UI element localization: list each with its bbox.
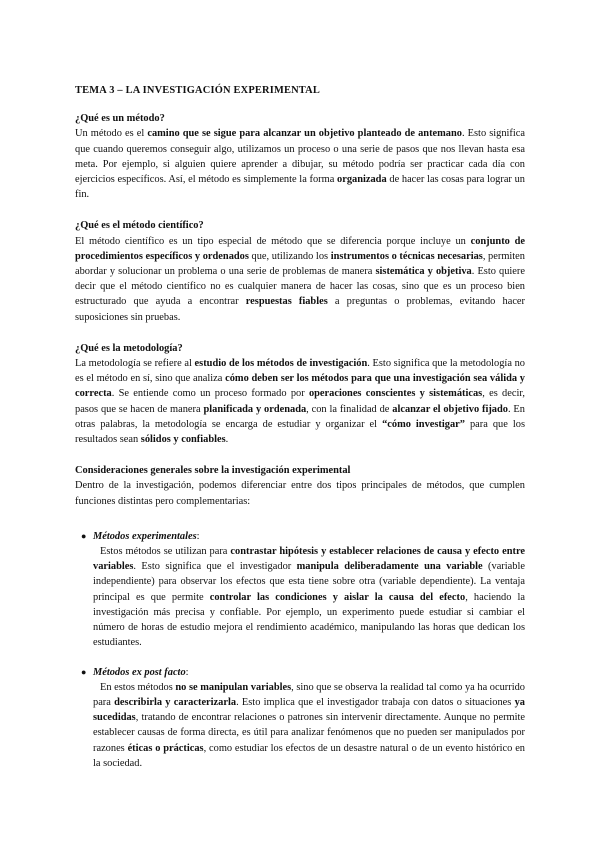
emphasized-text: respuestas fiables: [245, 296, 328, 308]
section: [75, 341, 525, 447]
body-text: a preguntas o problemas, evitando hacer suposiciones sin pruebas.: [75, 296, 526, 323]
bullet-title-suffix: :: [196, 530, 200, 542]
emphasized-text: contrastar hipótesis y establecer relaciones de causa y efecto entre variables: [93, 546, 525, 573]
body-text: .: [225, 434, 229, 446]
body-text: . En otras palabras, la metodología se encarga de estudiar y organizar el: [75, 403, 525, 430]
section-heading: ¿Qué es el método científico?: [75, 220, 204, 232]
body-text: . Esto implica que el investigador trabaja con datos o situaciones: [236, 696, 515, 708]
section-paragraph: [75, 126, 525, 202]
body-text: . Esto significa que el investigador: [133, 561, 297, 573]
bullet-list: [75, 529, 525, 771]
body-text: , permiten abordar y solucionar un problema o una serie de problemas de manera: [75, 250, 525, 278]
body-text: Estos métodos se utilizan para: [100, 546, 231, 558]
bullet-item: [75, 665, 525, 771]
bullet-paragraph: [93, 680, 525, 771]
bullet-title: Métodos experimentales: [93, 530, 197, 542]
document-title: TEMA 3 – LA INVESTIGACIÓN EXPERIMENTAL: [75, 85, 320, 96]
body-text: , es decir, pasos que se hacen de manera: [75, 388, 525, 415]
emphasized-text: controlar las condiciones y aislar la causa del efecto: [209, 591, 466, 603]
section: [75, 111, 525, 202]
section-heading: Consideraciones generales sobre la investigación experimental: [75, 465, 351, 477]
emphasized-text: manipula deliberadamente una variable: [296, 561, 483, 573]
emphasized-text: cómo deben ser los métodos para que una investigación sea válida y correcta: [75, 373, 525, 400]
section-heading: ¿Qué es la metodología?: [75, 342, 183, 354]
emphasized-text: instrumentos o técnicas necesarias: [330, 250, 483, 262]
body-text: . Se entiende como un proceso formado por: [111, 388, 309, 400]
section-list: [75, 111, 525, 509]
body-text: , haciendo la investigación más precisa y confiable. Por ejemplo, un experimento puede estudiar si cambiar el número de horas de estudio mejora el rendimiento académico, manipulando las horas que dedican los estudiantes.: [93, 591, 526, 649]
body-text: En estos métodos: [100, 681, 176, 693]
body-text: Un método es el: [75, 128, 148, 140]
emphasized-text: sistemática y objetiva: [375, 266, 472, 278]
emphasized-text: éticas o prácticas: [127, 742, 204, 754]
bullet-icon: ●: [81, 666, 87, 677]
section-paragraph: [75, 234, 525, 325]
bullet-heading: [81, 665, 525, 680]
emphasized-text: planificada y ordenada: [203, 403, 307, 415]
body-text: para que los resultados sean: [75, 418, 525, 446]
body-text: . Esto significa que cuando queremos conseguir algo, utilizamos un proceso o una serie de pasos que nos llevan hasta esa meta. Por ejemplo, si alguien quiere aprender a dibujar, su método podría ser practicar cada día con ejercicios específicos. Así, el método es simplemente la forma: [75, 128, 525, 186]
emphasized-text: estudio de los métodos de investigación: [194, 358, 368, 370]
body-text: (variable independiente) para observar los efectos que esta tiene sobre otra (variable dependiente). La ventaja principal es que permite: [93, 561, 525, 603]
emphasized-text: conjunto de procedimientos específicos y ordenados: [75, 235, 525, 262]
body-text: , con la finalidad de: [306, 403, 393, 415]
emphasized-text: organizada: [337, 174, 387, 186]
emphasized-text: operaciones conscientes y sistemáticas: [308, 388, 483, 400]
emphasized-text: alcanzar el objetivo fijado: [392, 403, 508, 415]
section-paragraph: [75, 356, 525, 447]
bullet-title-suffix: :: [185, 666, 189, 678]
bullet-paragraph: [93, 544, 525, 650]
body-text: La metodología se refiere al: [75, 358, 195, 370]
emphasized-text: ya sucedidas: [93, 696, 525, 724]
emphasized-text: no se manipulan variables: [175, 681, 292, 693]
bullet-heading: [81, 529, 525, 544]
emphasized-text: “cómo investigar”: [382, 418, 465, 430]
section: [75, 463, 525, 509]
body-text: . Esto quiere decir que el método científico no es cualquier manera de hacer las cosas, sino que es un proceso bien estructurado que ayuda a encontrar: [75, 266, 525, 308]
section-paragraph: [75, 478, 525, 508]
emphasized-text: describirla y caracterizarla: [114, 696, 237, 708]
emphasized-text: sólidos y confiables: [140, 434, 226, 446]
section: [75, 218, 525, 324]
emphasized-text: camino que se sigue para alcanzar un objetivo planteado de antemano: [147, 128, 462, 140]
body-text: , sino que se observa la realidad tal como ya ha ocurrido para: [93, 681, 526, 708]
body-text: , como estudiar los efectos de un desastre natural o de un evento histórico en la sociedad.: [93, 742, 525, 769]
body-text: , tratando de encontrar relaciones o patrones sin intervenir directamente. Aunque no permite establecer causas de forma directa, es útil para analizar fenómenos que no pueden ser manipulados por razones: [93, 712, 525, 754]
body-text: que, utilizando los: [248, 250, 331, 262]
body-text: . Esto significa que la metodología no es el método en sí, sino que analiza: [75, 358, 525, 385]
body-text: Dentro de la investigación, podemos diferenciar entre dos tipos principales de métodos, que cumplen funciones distintas pero complementarias:: [75, 480, 525, 507]
bullet-icon: ●: [81, 530, 87, 541]
section-heading: ¿Qué es un método?: [75, 113, 165, 125]
body-text: El método científico es un tipo especial de método que se diferencia porque incluye un: [75, 235, 471, 247]
body-text: de hacer las cosas para lograr un fin.: [75, 174, 525, 201]
bullet-title: Métodos ex post facto: [93, 666, 186, 678]
bullet-item: [75, 529, 525, 651]
